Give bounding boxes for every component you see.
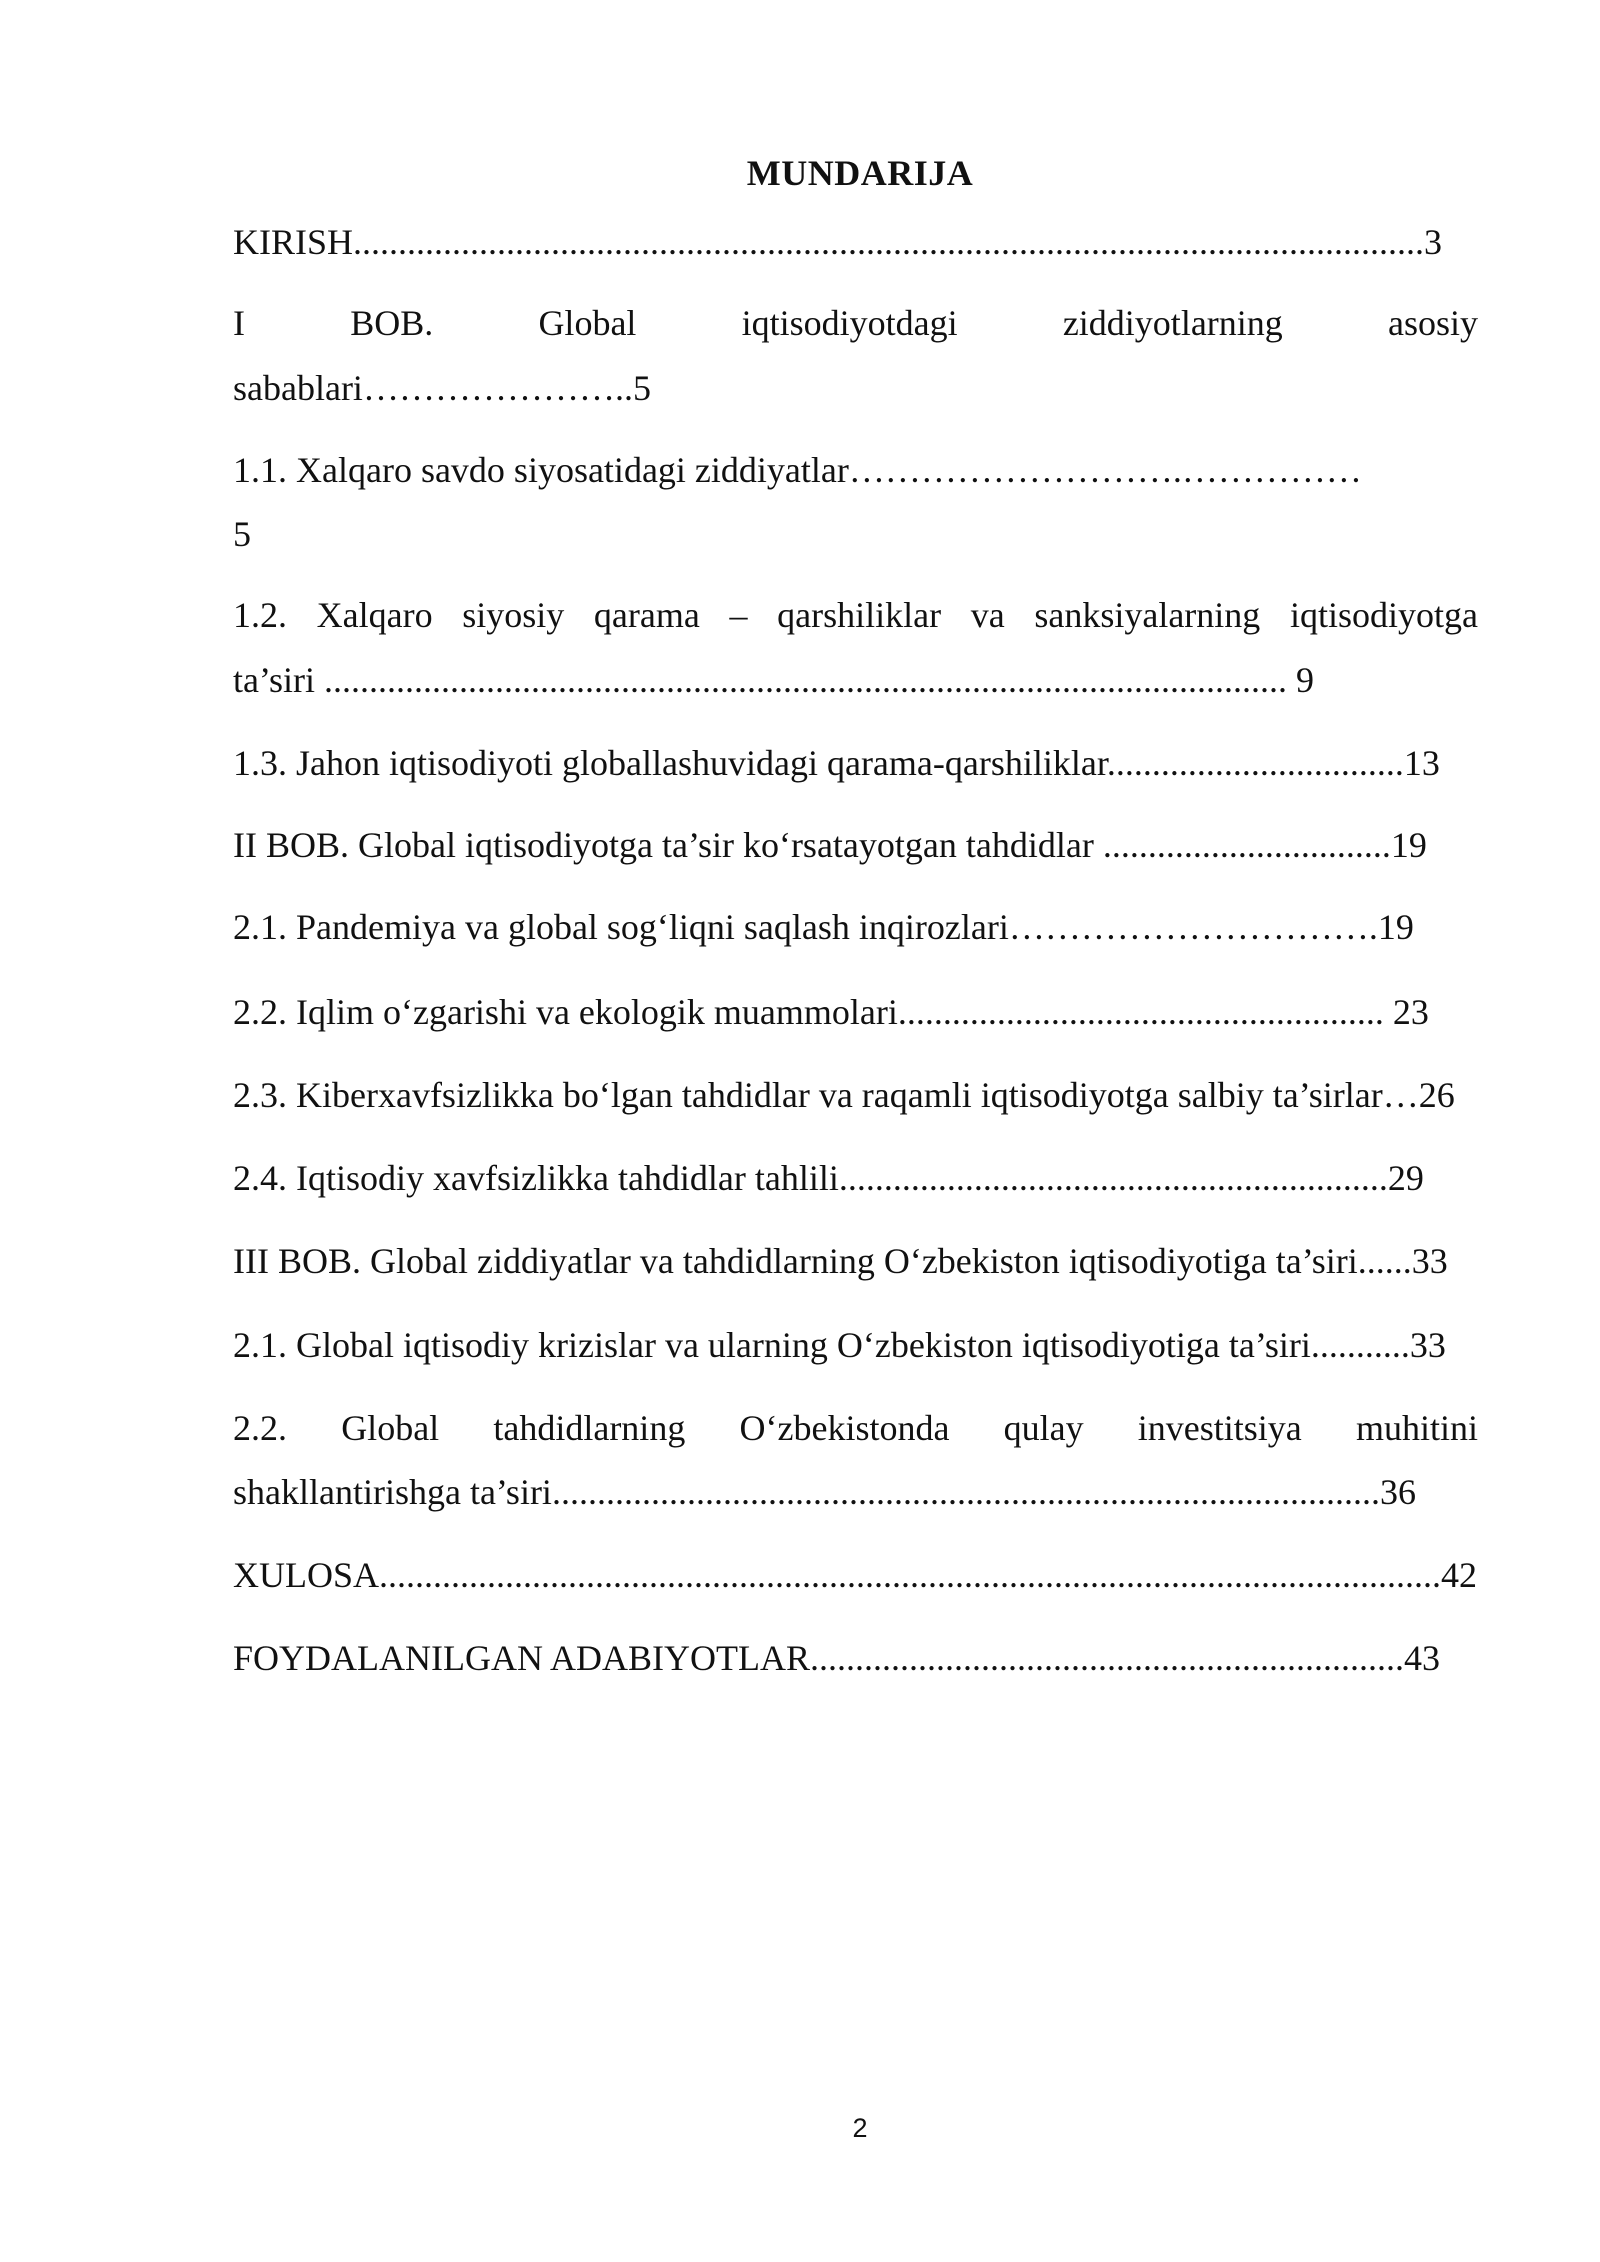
toc-word: O‘zbekistonda — [739, 1408, 950, 1448]
toc-word: muhitini — [1355, 1408, 1478, 1448]
toc-entry-2-4: 2.4. Iqtisodiy xavfsizlikka tahdidlar tahlili.............................................................29 — [233, 1158, 1424, 1198]
toc-word: asosiy — [1388, 303, 1478, 343]
toc-entry-2-2: 2.2. Iqlim o‘zgarishi va ekologik muammolari...................................................... 23 — [233, 992, 1429, 1032]
toc-entry-adabiyotlar: FOYDALANILGAN ADABIYOTLAR..................................................................43 — [233, 1638, 1440, 1678]
toc-word: Global — [341, 1408, 440, 1448]
toc-word: – — [729, 595, 748, 635]
toc-word: 1.2. — [233, 595, 287, 635]
toc-word: 2.2. — [233, 1408, 287, 1448]
toc-entry-bob1-line1 — [233, 303, 1478, 343]
toc-entry-2-1: 2.1. Pandemiya va global sog‘liqni saqlash inqirozlari………………………….19 — [233, 907, 1414, 947]
toc-entry-1-2-line2: ta’siri ........................................................................................................... 9 — [233, 660, 1314, 700]
toc-word: ziddiyotlarning — [1062, 303, 1283, 343]
toc-entry-kirish: KIRISH.......................................................................................................................3 — [233, 222, 1443, 262]
toc-word: va — [970, 595, 1005, 635]
toc-word: Global — [538, 303, 637, 343]
toc-word: iqtisodiyotdagi — [741, 303, 958, 343]
toc-entry-xulosa: XULOSA......................................................................................................................42 — [233, 1555, 1478, 1595]
toc-word: Xalqaro — [316, 595, 433, 635]
toc-word: tahdidlarning — [493, 1408, 686, 1448]
toc-entry-3-2-line2: shakllantirishga ta’siri............................................................................................36 — [233, 1472, 1416, 1512]
toc-word: sanksiyalarning — [1034, 595, 1261, 635]
toc-entry-1-3: 1.3. Jahon iqtisodiyoti globallashuvidagi qarama-qarshiliklar.................................13 — [233, 743, 1440, 783]
toc-entry-3-1: 2.1. Global iqtisodiy krizislar va ularning O‘zbekiston iqtisodiyotiga ta’siri...........33 — [233, 1325, 1446, 1365]
page-title: MUNDARIJA — [746, 153, 974, 193]
toc-word: I — [233, 303, 245, 343]
toc-entry-3-2-line1 — [233, 1408, 1478, 1448]
toc-entry-bob1-line2: sabablari…………………..5 — [233, 368, 651, 408]
toc-entry-bob2: II BOB. Global iqtisodiyotga ta’sir ko‘rsatayotgan tahdidlar ................................19 — [233, 825, 1427, 865]
toc-entry-bob3: III BOB. Global ziddiyatlar va tahdidlarning O‘zbekiston iqtisodiyotiga ta’siri......33 — [233, 1241, 1448, 1281]
toc-word: qarama — [593, 595, 700, 635]
toc-word: qulay — [1003, 1408, 1084, 1448]
toc-entry-1-1: 1.1. Xalqaro savdo siyosatidagi ziddiyatlar……………………….…………… — [233, 450, 1362, 490]
toc-word: siyosiy — [462, 595, 565, 635]
page-number: 2 — [852, 2113, 868, 2143]
toc-entry-1-2-line1 — [233, 595, 1478, 635]
toc-word: investitsiya — [1137, 1408, 1302, 1448]
toc-entry-2-3: 2.3. Kiberxavfsizlikka bo‘lgan tahdidlar va raqamli iqtisodiyotga salbiy ta’sirlar…26 — [233, 1075, 1455, 1115]
toc-word: BOB. — [350, 303, 434, 343]
toc-word: iqtisodiyotga — [1289, 595, 1478, 635]
toc-entry-1-1-page: 5 — [233, 514, 251, 554]
toc-word: qarshiliklar — [777, 595, 942, 635]
